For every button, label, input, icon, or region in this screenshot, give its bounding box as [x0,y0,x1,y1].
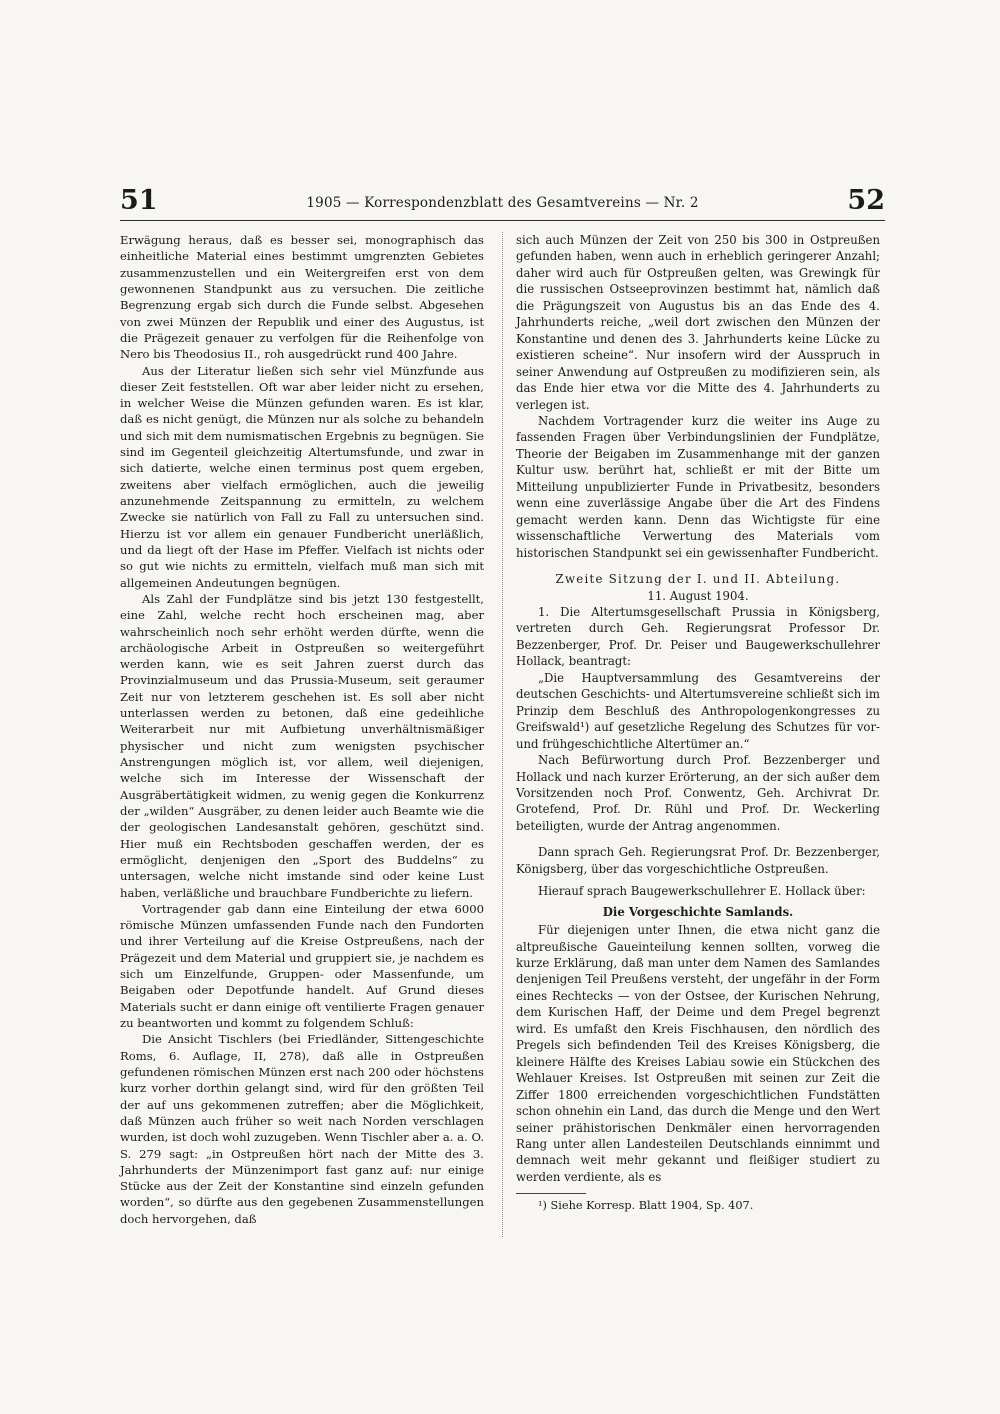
footnote-rule [516,1193,586,1194]
running-title: 1905 — Korrespondenzblatt des Gesamtvereins — Nr. 2 [306,195,699,211]
paragraph: Die Ansicht Tischlers (bei Friedländer, Sittengeschichte Roms, 6. Auflage, II, 278), daß alle in Ostpreußen gefundenen römischen Münzen erst nach 200 oder höchstens kurz vorher dorthin gelangt sind, wird für den größten Teil der auf uns gekommenen zutreffen; aber die Möglichkeit, daß Münzen auch früher so weit nach Norden verschlagen wurden, ist doch wohl zuzugeben. Wenn Tischler aber a. a. O. S. 279 sagt: „in Ostpreußen hört nach der Mitte des 3. Jahrhunderts der Münzenimport fast ganz auf: nur einige Stücke aus der Zeit der Konstantine sind einzeln gefunden worden“, so dürfte aus den gegebenen Zusammenstellungen doch hervorgehen, daß [120,1032,484,1226]
paragraph: Nach Befürwortung durch Prof. Bezzenberger und Hollack und nach kurzer Erörterung, an der sich außer dem Vorsitzenden noch Prof. Conwentz, Geh. Archivrat Dr. Grotefend, Prof. Dr. Rühl und Prof. Dr. Weckerling beteiligten, wurde der Antrag angenommen. [516,753,880,833]
paragraph: Vortragender gab dann eine Einteilung der etwa 6000 römische Münzen umfassenden Funde nach den Fundorten und ihrer Verteilung auf die Kreise Ostpreußens, nach der Prägezeit und dem Material und gruppiert sie, je nachdem es sich um Einzelfunde, Gruppen- oder Massenfunde, um Beigaben oder Depotfunde handelt. Auf Grund dieses Materials sucht er dann einige oft ventilierte Fragen genauer zu beantworten und kommt zu folgendem Schluß: [120,901,484,1030]
paragraph: Als Zahl der Fundplätze sind bis jetzt 130 festgestellt, eine Zahl, welche recht hoch erscheinen mag, aber wahrscheinlich noch sehr erhöht werden dürfte, wenn die archäologische Arbeit in Ostpreußen so weitergeführt werden kann, wie es seit Jahren zuerst durch das Provinzialmuseum und das Prussia-Museum, seit geraumer Zeit nur von letzterem geschehen ist. Es soll aber nicht unterlassen werden zu betonen, daß eine gedeihliche Weiterarbeit nur mit Aufbietung unverhältnismäßiger physischer und nicht zum wenigsten psychischer Anstrengungen möglich ist, vor allem, weil diejenigen, welche sich im Interesse der Wissenschaft der Ausgräbertätigkeit widmen, zu wenig gegen die Konkurrenz der „wilden“ Ausgräber, zu denen leider auch Beamte wie die der geologischen Landesanstalt gehören, geschützt sind. Hier muß ein Rechtsboden geschaffen werden, der es ermöglicht, denjenigen den „Sport des Buddelns“ zu untersagen, welche nicht imstande sind oder keine Lust haben, verläßliche und brauchbare Fundberichte zu liefern. [120,591,484,900]
paragraph: Aus der Literatur ließen sich sehr viel Münzfunde aus dieser Zeit feststellen. Oft war aber leider nicht zu ersehen, in welcher Weise die Münzen gefunden waren. Es ist klar, daß es nicht genügt, die Münzen nur als solche zu behandeln und sich mit dem numismatischen Ergebnis zu begnügen. Sie sind im Gegenteil gleichzeitig Altertumsfunde, und zwar in sich datierte, welche einen terminus post quem ergeben, zweitens aber vielfach ermöglichen, auch die jeweilig anzunehmende Zeitspannung zu ermitteln, zu welchem Zwecke sie natürlich von Fall zu Fall zu untersuchen sind. Hierzu ist vor allem ein genauer Fundbericht unerläßlich, und da liegt oft der Hase im Pfeffer. Vielfach ist nichts oder so gut wie nichts zu ermitteln, vielfach muß man sich mit allgemeinen Andeutungen begnügen. [120,363,484,590]
paragraph: sich auch Münzen der Zeit von 250 bis 300 in Ostpreußen gefunden haben, wenn auch in erheblich geringerer Anzahl; daher wird auch für Ostpreußen gelten, was Grewingk für die russischen Ostseeprovinzen bestimmt hat, nämlich daß die Prägungszeit von Augustus bis an das Ende des 4. Jahrhunderts reiche, „weil dort zwischen den Münzen der Konstantine und denen des 3. Jahrhunderts keine Lücke zu existieren scheine“. Nur insofern wird der Ausspruch in seiner Anwendung auf Ostpreußen zu modifizieren sein, als das Ende hier etwa vor die Mitte des 4. Jahrhunderts zu verlegen ist. [516,233,880,412]
paragraph: Erwägung heraus, daß es besser sei, monographisch das einheitliche Material eines bestimmt umgrenzten Gebietes zusammenzustellen und ein Weitergreifen erst von dem gewonnenen Standpunkt aus zu versuchen. Die zeitliche Begrenzung ergab sich durch die Funde selbst. Abgesehen von zwei Münzen der Republik und einer des Augustus, ist die Prägezeit genauer zu verfolgen für die Reihenfolge von Nero bis Theodosius II., roh ausgedrückt rund 400 Jahre. [120,233,484,362]
page-number-right: 52 [847,185,885,216]
paragraph: Für diejenigen unter Ihnen, die etwa nicht ganz die altpreußische Gaueinteilung kennen sollten, vorweg die kurze Erklärung, daß man unter dem Namen des Samlandes denjenigen Teil Preußens versteht, der ungefähr in der Form eines Rechtecks — von der Ostsee, der Kurischen Nehrung, dem Kurischen Haff, der Deime und dem Pregel begrenzt wird. Es umfaßt den Kreis Fischhausen, den nördlich des Pregels sich befindenden Teil des Kreises Königsberg, die kleinere Hälfte des Kreises Labiau sowie ein Stückchen des Wehlauer Kreises. Ist Ostpreußen mit seinen zur Zeit die Ziffer 1800 erreichenden vorgeschichtlichen Fundstätten schon ohnehin ein Land, das durch die Menge und den Wert seiner prähistorischen Denkmäler einen hervorragenden Rang unter allen Landesteilen Deutschlands einnimmt und demnach weit mehr gekannt und fleißiger studiert zu werden verdiente, als es [516,923,880,1184]
paragraph: Hierauf sprach Baugewerkschullehrer E. Hollack über: [538,884,866,899]
page-header [120,184,885,220]
paragraph: Nachdem Vortragender kurz die weiter ins Auge zu fassenden Fragen über Verbindungslinien der Fundplätze, Theorie der Beigaben im Zusammenhange mit der ganzen Kultur usw. berührt hat, schließt er mit der Bitte um Mitteilung unpublizierter Funde in Privatbesitz, besonders wenn eine zuverlässige Angabe über die Art des Findens gemacht werden kann. Denn das Wichtigste für eine wissenschaftliche Verwertung des Materials vom historischen Standpunkt sei ein gewissenhafter Fundbericht. [516,413,880,560]
spacer [516,834,880,844]
footnote: ¹) Siehe Korresp. Blatt 1904, Sp. 407. [538,1199,754,1213]
header-rule [120,220,885,221]
motion-quote: „Die Hauptversammlung des Gesamtvereins der deutschen Geschichts- und Altertumsvereine schließt sich im Prinzip dem Beschluß des Anthropologenkongresses zu Greifswald¹) auf gesetzliche Regelung des Schutzes für vor- und frühgeschichtliche Altertümer an.“ [516,670,880,751]
spacer [516,561,880,571]
session-title: Zweite Sitzung der I. und II. Abteilung. [555,572,841,587]
session-date: 11. August 1904. [647,588,749,603]
paragraph: Dann sprach Geh. Regierungsrat Prof. Dr. Bezzenberger, Königsberg, über das vorgeschichtliche Ostpreußen. [516,845,880,876]
right-column [516,232,880,1213]
column-divider [502,232,503,1237]
left-column [120,232,484,1227]
paragraph: 1. Die Altertumsgesellschaft Prussia in Königsberg, vertreten durch Geh. Regierungsrat Professor Dr. Bezzenberger, Prof. Dr. Peiser und Baugewerkschullehrer Hollack, beantragt: [516,604,880,669]
lecture-title: Die Vorgeschichte Samlands. [602,904,794,919]
page-number-left: 51 [120,185,158,216]
